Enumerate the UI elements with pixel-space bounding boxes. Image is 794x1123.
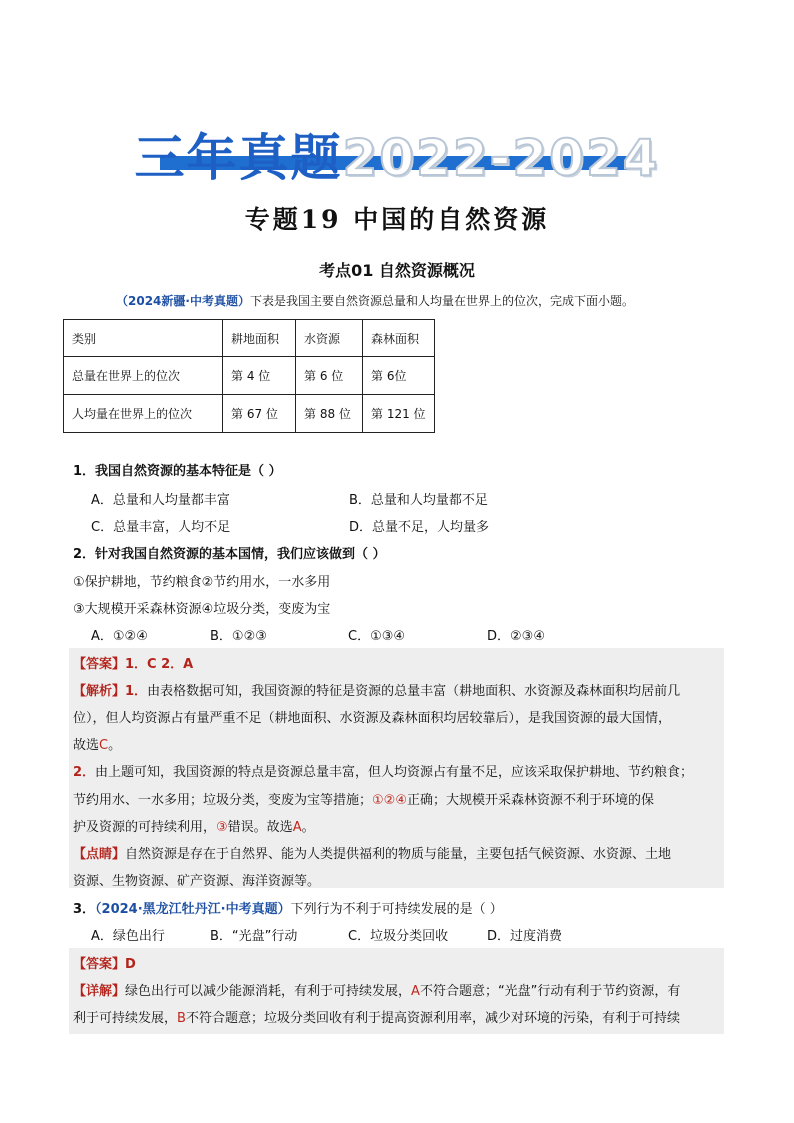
banner-years: 2022-2024 bbox=[342, 129, 660, 187]
detail-text: 利于可持续发展， bbox=[73, 1011, 178, 1026]
point-line-2: 资源、生物资源、矿产资源、海洋资源等。 bbox=[73, 874, 321, 889]
detail-option-letter: B bbox=[177, 1011, 186, 1026]
question-2-stem: 2．针对我国自然资源的基本国情，我们应该做到（ ） bbox=[73, 547, 386, 562]
q3-option-c: C．垃圾分类回收 bbox=[348, 929, 449, 944]
answer-3-text: D bbox=[125, 957, 136, 972]
question-1-stem: 1．我国自然资源的基本特征是（ ） bbox=[73, 464, 282, 479]
page-title: 专题19 中国的自然资源 bbox=[244, 205, 550, 234]
q1-option-a: A．总量和人均量都丰富 bbox=[91, 493, 230, 508]
table-cell: 人均量在世界上的位次 bbox=[64, 395, 223, 433]
intro-source: （2024新疆·中考真题） bbox=[116, 294, 250, 308]
intro-text: 下表是我国主要自然资源总量和人均量在世界上的位次，完成下面小题。 bbox=[249, 294, 634, 308]
point-line-1 bbox=[73, 843, 671, 862]
section-subtitle: 考点01 自然资源概况 bbox=[319, 261, 475, 280]
table-cell: 第 67 位 bbox=[223, 395, 296, 433]
detail-line-1 bbox=[73, 980, 680, 999]
analysis-num-2: 2． bbox=[73, 765, 96, 780]
analysis-answer-letter: A bbox=[292, 820, 302, 835]
analysis-text: 故选 bbox=[73, 738, 100, 753]
q2-option-a: A．①②④ bbox=[91, 629, 148, 644]
q2-statement-line-2: ③大规模开采森林资源④垃圾分类，变废为宝 bbox=[73, 602, 331, 617]
analysis-line-6 bbox=[73, 816, 315, 835]
answer-3-tag: 【答案】 bbox=[73, 957, 126, 972]
question-intro bbox=[116, 292, 634, 309]
detail-text: 不符合题意；“光盘”行动有利于节约资源，有 bbox=[419, 984, 681, 999]
analysis-text: 正确；大规模开采森林资源不利于环境的保 bbox=[406, 793, 654, 808]
analysis-line-4 bbox=[73, 761, 693, 780]
q3-source: （2024·黑龙江牡丹江·中考真题） bbox=[95, 902, 291, 917]
analysis-answer-letter: C bbox=[99, 738, 109, 753]
banner-title: 三年真题 bbox=[134, 129, 343, 187]
table-cell: 总量在世界上的位次 bbox=[64, 357, 223, 395]
table-cell: 第 88 位 bbox=[296, 395, 363, 433]
analysis-text: 。 bbox=[108, 738, 122, 753]
q1-option-c: C．总量丰富，人均不足 bbox=[91, 520, 231, 535]
q3-option-b: B．“光盘”行动 bbox=[210, 929, 298, 944]
analysis-line-3 bbox=[73, 734, 121, 753]
table-header-cell: 水资源 bbox=[296, 320, 363, 357]
analysis-correct-items: ①②④ bbox=[372, 793, 407, 808]
detail-option-letter: A bbox=[411, 984, 420, 999]
q3-option-d: D．过度消费 bbox=[487, 929, 563, 944]
q2-option-d: D．②③④ bbox=[487, 629, 545, 644]
analysis-line-2: 位），但人均资源占有量严重不足（耕地面积、水资源及森林面积均居较靠后），是我国资源的最大国情， bbox=[73, 711, 672, 726]
table-cell: 第 4 位 bbox=[223, 357, 296, 395]
point-tag: 【点睛】 bbox=[73, 847, 126, 862]
resource-table bbox=[63, 319, 435, 433]
analysis-wrong-item: ③ bbox=[216, 820, 228, 835]
analysis-text: 护及资源的可持续利用， bbox=[73, 820, 217, 835]
q3-option-a: A．绿色出行 bbox=[91, 929, 165, 944]
detail-text: 绿色出行可以减少能源消耗，有利于可持续发展， bbox=[125, 984, 412, 999]
point-text: 自然资源是存在于自然界、能为人类提供福利的物质与能量，主要包括气候资源、水资源、土地 bbox=[125, 847, 672, 862]
analysis-num-1: 1． bbox=[125, 684, 148, 699]
detail-line-2 bbox=[73, 1007, 680, 1026]
table-header-cell: 类别 bbox=[64, 320, 223, 357]
table-row bbox=[64, 357, 435, 395]
table-header-row bbox=[64, 320, 435, 357]
table-header-cell: 森林面积 bbox=[363, 320, 435, 357]
q2-option-b: B．①②③ bbox=[210, 629, 267, 644]
analysis-text: 错误。故选 bbox=[227, 820, 293, 835]
question-3-stem bbox=[73, 898, 503, 917]
analysis-line-1 bbox=[73, 680, 680, 699]
answer-line bbox=[73, 653, 193, 672]
table-cell: 第 6位 bbox=[363, 357, 435, 395]
analysis-text: 由表格数据可知，我国资源的特征是资源的总量丰富（耕地面积、水资源及森林面积均居前几 bbox=[147, 684, 681, 699]
q1-option-b: B．总量和人均量都不足 bbox=[349, 493, 488, 508]
q1-option-d: D．总量不足，人均量多 bbox=[349, 520, 490, 535]
table-cell: 第 6 位 bbox=[296, 357, 363, 395]
analysis-text: 。 bbox=[301, 820, 315, 835]
detail-tag: 【详解】 bbox=[73, 984, 126, 999]
answer-tag: 【答案】 bbox=[73, 657, 126, 672]
table-cell: 第 121 位 bbox=[363, 395, 435, 433]
q2-option-c: C．①③④ bbox=[348, 629, 406, 644]
q3-number: 3． bbox=[73, 902, 96, 917]
q3-text: 下列行为不利于可持续发展的是（ ） bbox=[290, 902, 503, 917]
detail-text: 不符合题意；垃圾分类回收有利于提高资源利用率，减少对环境的污染，有利于可持续 bbox=[185, 1011, 680, 1026]
analysis-text: 由上题可知，我国资源的特点是资源总量丰富，但人均资源占有量不足，应该采取保护耕地、节约粮食； bbox=[95, 765, 694, 780]
table-header-cell: 耕地面积 bbox=[223, 320, 296, 357]
answer-text: 1．C 2．A bbox=[125, 657, 194, 672]
q2-statement-line-1: ①保护耕地，节约粮食②节约用水，一水多用 bbox=[73, 575, 331, 590]
analysis-line-5 bbox=[73, 789, 654, 808]
answer-3-line bbox=[73, 953, 136, 972]
analysis-tag: 【解析】 bbox=[73, 684, 126, 699]
analysis-text: 节约用水、一水多用；垃圾分类，变废为宝等措施； bbox=[73, 793, 373, 808]
table-row bbox=[64, 395, 435, 433]
header-banner bbox=[0, 118, 794, 190]
